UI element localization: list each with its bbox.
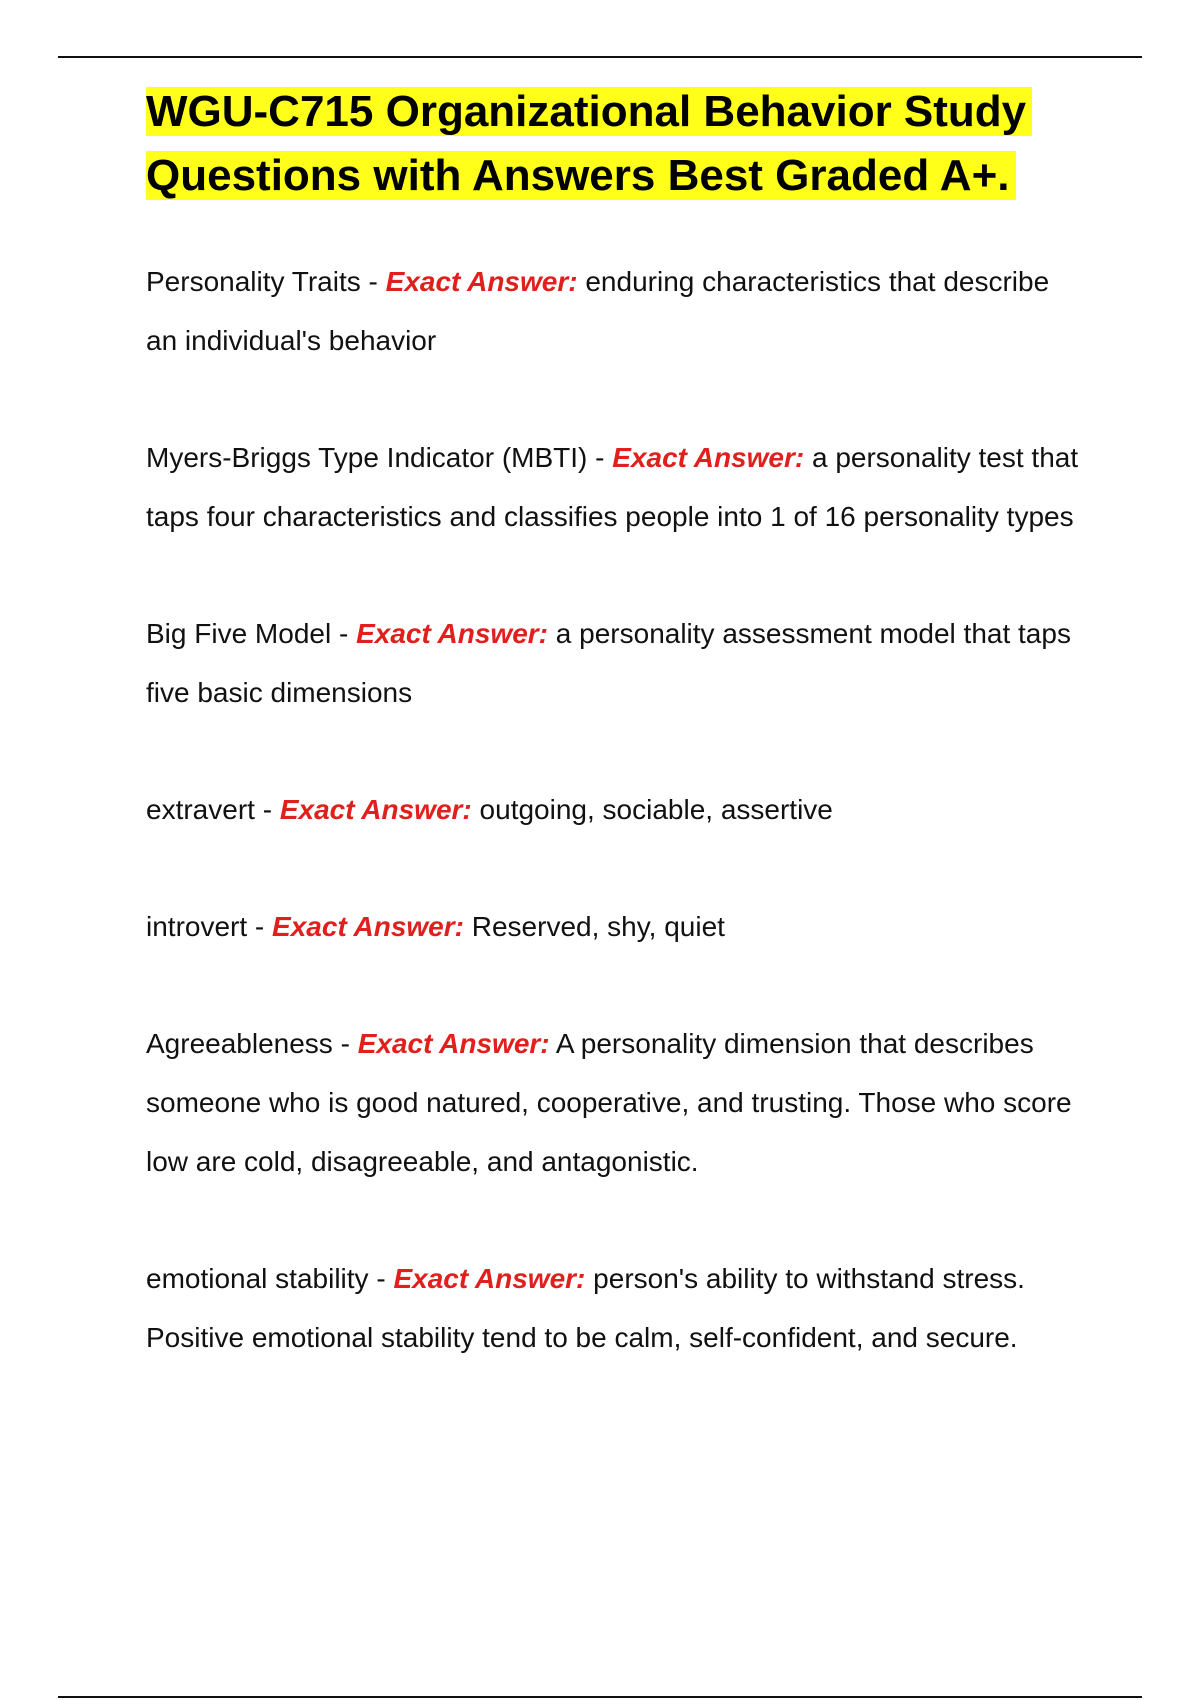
qa-term: Myers-Briggs Type Indicator (MBTI) <box>146 442 588 473</box>
qa-answer: outgoing, sociable, assertive <box>479 794 833 825</box>
exact-answer-label: Exact Answer: <box>385 266 578 297</box>
qa-entry <box>146 780 1086 839</box>
qa-term: introvert <box>146 911 248 942</box>
bottom-rule <box>58 1696 1142 1698</box>
qa-separator: - <box>368 1263 394 1294</box>
exact-answer-label: Exact Answer: <box>356 618 549 649</box>
qa-answer: a personality test that taps four characteristics and classifies people into 1 of 16 personality types <box>146 442 1079 532</box>
top-rule <box>58 56 1142 58</box>
qa-answer: person's ability to withstand stress. Positive emotional stability tend to be calm, self-confident, and secure. <box>146 1263 1025 1353</box>
qa-separator: - <box>587 442 613 473</box>
qa-separator: - <box>247 911 273 942</box>
qa-term: emotional stability <box>146 1263 369 1294</box>
qa-entry <box>146 1249 1086 1367</box>
qa-term: Personality Traits <box>146 266 361 297</box>
qa-term: Big Five Model <box>146 618 332 649</box>
qa-separator: - <box>254 794 280 825</box>
qa-entry <box>146 428 1086 546</box>
qa-term: extravert <box>146 794 255 825</box>
exact-answer-label: Exact Answer: <box>357 1028 550 1059</box>
qa-answer: Reserved, shy, quiet <box>471 911 725 942</box>
qa-entry <box>146 897 1086 956</box>
document-page <box>146 80 1086 1425</box>
document-title <box>146 80 1086 208</box>
exact-answer-label: Exact Answer: <box>612 442 805 473</box>
exact-answer-label: Exact Answer: <box>272 911 464 942</box>
qa-separator: - <box>331 618 357 649</box>
qa-answer: a personality assessment model that taps five basic dimensions <box>146 618 1071 708</box>
qa-separator: - <box>360 266 386 297</box>
qa-answer: A personality dimension that describes someone who is good natured, cooperative, and trusting. Those who score low are cold, disagreeable, and antagonistic. <box>146 1028 1072 1177</box>
qa-entry <box>146 604 1086 722</box>
qa-entry <box>146 1014 1086 1191</box>
document-title-highlight: WGU-C715 Organizational Behavior Study Questions with Answers Best Graded A+. <box>146 87 1032 200</box>
qa-separator: - <box>332 1028 358 1059</box>
qa-term: Agreeableness <box>146 1028 333 1059</box>
exact-answer-label: Exact Answer: <box>279 794 472 825</box>
qa-answer: enduring characteristics that describe an individual's behavior <box>146 266 1050 356</box>
exact-answer-label: Exact Answer: <box>393 1263 586 1294</box>
qa-entry <box>146 252 1086 370</box>
